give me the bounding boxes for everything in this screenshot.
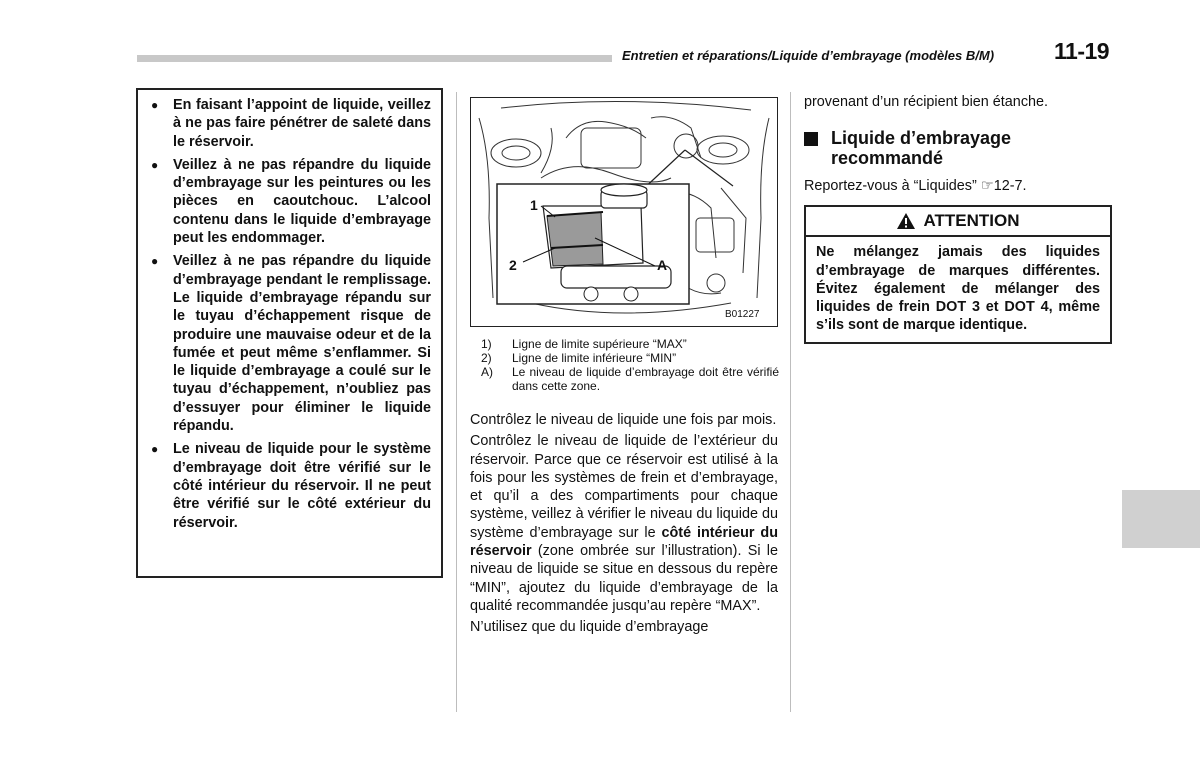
paragraph: Contrôlez le niveau de liquide de l’extérieur du réservoir. Parce que ce réservoir est utilisé à la fois pour les systèmes de frein et d’embrayage, et qu’il a des compartiments pour chaque système, veillez à vérifier le niveau du liquide du système d’embrayage sur le côté intérieur du réservoir (zone ombrée sur l’illustration). Si le niveau de liquide se situe en dessous du repère “MIN”, ajoutez du liquide d’embrayage de la qualité recommandée jusqu’au repère “MAX”.: [470, 433, 778, 614]
section-heading-text: Liquide d’embrayage recommandé: [831, 128, 1012, 169]
shaded-check-zone: [547, 212, 603, 266]
pointing-hand-icon: ☞: [980, 178, 994, 195]
callout-a: A: [657, 257, 668, 273]
column-divider-left: [456, 92, 457, 712]
chapter-tab: [1122, 490, 1200, 548]
caution-item: ● Veillez à ne pas répandre du liquide d’embrayage pendant le remplissage. Le liquide d’embrayage répandu sur le tuyau d’échappement risque de produire une mauvaise odeur et de la fumée et peut même s’enflammer. Si le liquide d’embrayage a coulé sur le tuyau d’échappement, n’oubliez pas d’essuyer pour éliminer le liquide répandu.: [151, 253, 431, 435]
legend-item: 1) Ligne de limite supérieure “MAX”: [481, 337, 687, 351]
right-column: [804, 93, 1112, 344]
cross-reference: Reportez-vous à “Liquides” ☞12-7.: [804, 178, 1027, 195]
attention-title: ATTENTION: [923, 211, 1020, 231]
paragraph: N’utilisez que du liquide d’embrayage: [470, 619, 709, 636]
attention-header: [806, 207, 1110, 237]
caution-box: [136, 88, 443, 578]
attention-body: Ne mélangez jamais des liquides d’embrayage de marques différentes. Évitez également de mélanger des liquides de frein DOT 3 et DOT 4, même s’ils sont de marque identique.: [816, 244, 1100, 334]
attention-box: [804, 205, 1112, 343]
caution-item: ● Veillez à ne pas répandre du liquide d’embrayage sur les peintures ou les pièces en caoutchouc. L’alcool contenu dans le liquide d’embrayage peut les endommager.: [151, 156, 431, 247]
page-number: 11-19: [1054, 38, 1110, 64]
emphasis: côté intérieur du réservoir: [470, 524, 778, 560]
paragraph: Contrôlez le niveau de liquide une fois par mois.: [470, 412, 777, 428]
caution-item: ● Le niveau de liquide pour le système d’embrayage doit être vérifié sur le côté intérieur du réservoir. Il ne peut être vérifié sur le côté extérieur du réservoir.: [151, 441, 431, 531]
header-rule: [137, 55, 612, 62]
continuation-text: provenant d’un récipient bien étanche.: [804, 94, 1049, 110]
legend-item: A) Le niveau de liquide d’embrayage doit être vérifié dans cette zone.: [481, 365, 779, 393]
column-divider-right: [790, 92, 791, 712]
figure-legend: [481, 337, 779, 393]
caution-list: [148, 96, 431, 532]
legend-item: 2) Ligne de limite inférieure “MIN”: [481, 351, 677, 365]
running-header-title: Entretien et réparations/Liquide d’embrayage (modèles B/M): [622, 48, 995, 63]
bullet-icon: ●: [151, 254, 159, 269]
callout-2: 2: [509, 257, 517, 273]
section-heading: [804, 128, 1112, 168]
warning-triangle-icon: [896, 212, 916, 230]
reservoir-illustration: [470, 97, 778, 327]
bullet-icon: ●: [151, 98, 159, 112]
caution-item: ● En faisant l’appoint de liquide, veillez à ne pas faire pénétrer de saleté dans le réservoir.: [151, 97, 431, 150]
heading-square-icon: [804, 132, 818, 146]
engine-bay-drawing: [471, 98, 777, 326]
bullet-icon: ●: [151, 442, 159, 457]
bullet-icon: ●: [151, 157, 159, 172]
body-text: [470, 411, 778, 640]
figure-code: B01227: [725, 309, 760, 320]
callout-1: 1: [530, 197, 538, 213]
